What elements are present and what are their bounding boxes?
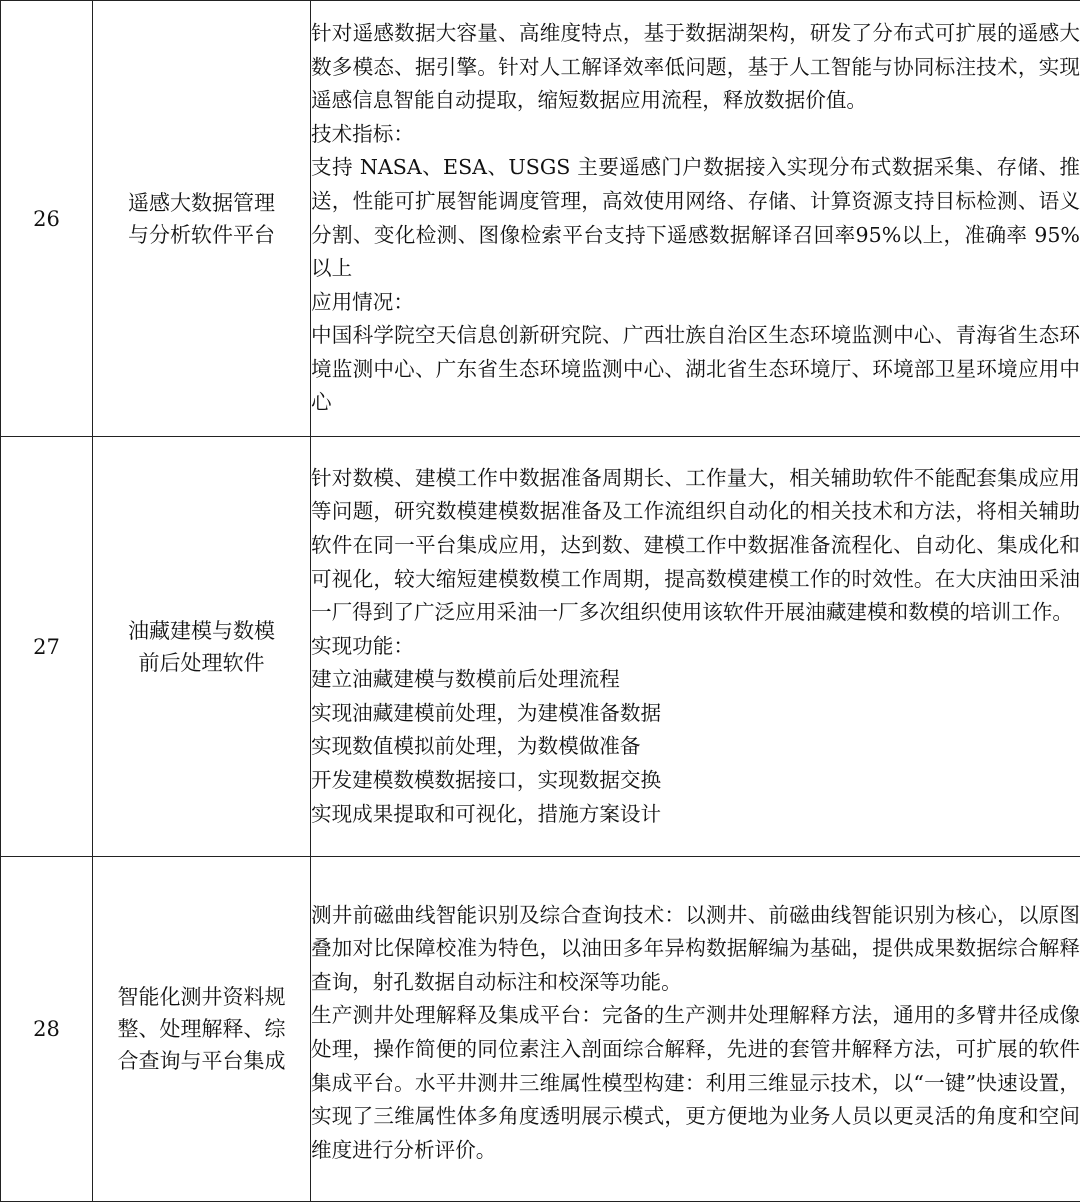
description-paragraph: 支持 NASA、ESA、USGS 主要遥感门户数据接入实现分布式数据采集、存储、推送，性能可扩展智能调度管理，高效使用网络、存储、计算资源支持目标检测、语义分割、变化检测、图像检索平台支持下遥感数据解译召回率95%以上，准确率 95%以上 bbox=[311, 151, 1080, 285]
section-heading: 实现功能： bbox=[311, 630, 1080, 664]
description-paragraph: 测井前磁曲线智能识别及综合查询技术：以测井、前磁曲线智能识别为核心，以原图叠加对比保障校准为特色，以油田多年异构数据解编为基础，提供成果数据综合解释查询，射孔数据自动标注和校深等功能。 bbox=[311, 899, 1080, 1000]
section-heading: 技术指标： bbox=[311, 118, 1080, 152]
function-item: 实现成果提取和可视化，措施方案设计 bbox=[311, 798, 1080, 832]
software-description bbox=[311, 857, 1080, 1202]
software-name-line: 合查询与平台集成 bbox=[93, 1045, 310, 1077]
section-heading: 应用情况： bbox=[311, 286, 1080, 320]
software-name bbox=[93, 1, 311, 437]
description-paragraph: 针对遥感数据大容量、高维度特点，基于数据湖架构，研发了分布式可扩展的遥感大数多模态、据引擎。针对人工解译效率低问题，基于人工智能与协同标注技术，实现遥感信息智能自动提取，缩短数据应用流程，释放数据价值。 bbox=[311, 17, 1080, 118]
software-name bbox=[93, 857, 311, 1202]
function-item: 实现数值模拟前处理，为数模做准备 bbox=[311, 730, 1080, 764]
software-name-line: 智能化测井资料规 bbox=[93, 981, 310, 1013]
software-name-line: 油藏建模与数模 bbox=[93, 615, 310, 647]
description-paragraph: 中国科学院空天信息创新研究院、广西壮族自治区生态环境监测中心、青海省生态环境监测中心、广东省生态环境监测中心、湖北省生态环境厅、环境部卫星环境应用中心 bbox=[311, 319, 1080, 420]
table-row bbox=[1, 437, 1080, 857]
function-item: 建立油藏建模与数模前后处理流程 bbox=[311, 663, 1080, 697]
description-paragraph: 针对数模、建模工作中数据准备周期长、工作量大，相关辅助软件不能配套集成应用等问题，研究数模建模数据准备及工作流组织自动化的相关技术和方法，将相关辅助软件在同一平台集成应用，达到数、建模工作中数据准备流程化、自动化、集成化和可视化，较大缩短建模数模工作周期，提高数模建模工作的时效性。在大庆油田采油一厂得到了广泛应用采油一厂多次组织使用该软件开展油藏建模和数模的培训工作。 bbox=[311, 462, 1080, 630]
function-item: 实现油藏建模前处理，为建模准备数据 bbox=[311, 697, 1080, 731]
software-name-line: 遥感大数据管理 bbox=[93, 187, 310, 219]
software-name bbox=[93, 437, 311, 857]
table-row bbox=[1, 1, 1080, 437]
software-description bbox=[311, 437, 1080, 857]
description-paragraph: 生产测井处理解释及集成平台：完备的生产测井处理解释方法，通用的多臂井径成像处理，操作简便的同位素注入剖面综合解释，先进的套管井解释方法，可扩展的软件集成平台。水平井测井三维属性模型构建：利用三维显示技术，以“一键”快速设置，实现了三维属性体多角度透明展示模式，更方便地为业务人员以更灵活的角度和空间维度进行分析评价。 bbox=[311, 999, 1080, 1167]
software-name-line: 与分析软件平台 bbox=[93, 219, 310, 251]
software-description bbox=[311, 1, 1080, 437]
row-number: 26 bbox=[1, 1, 93, 437]
row-number: 27 bbox=[1, 437, 93, 857]
software-name-line: 前后处理软件 bbox=[93, 647, 310, 679]
table-row bbox=[1, 857, 1080, 1202]
function-item: 开发建模数模数据接口，实现数据交换 bbox=[311, 764, 1080, 798]
row-number: 28 bbox=[1, 857, 93, 1202]
software-name-line: 整、处理解释、综 bbox=[93, 1013, 310, 1045]
